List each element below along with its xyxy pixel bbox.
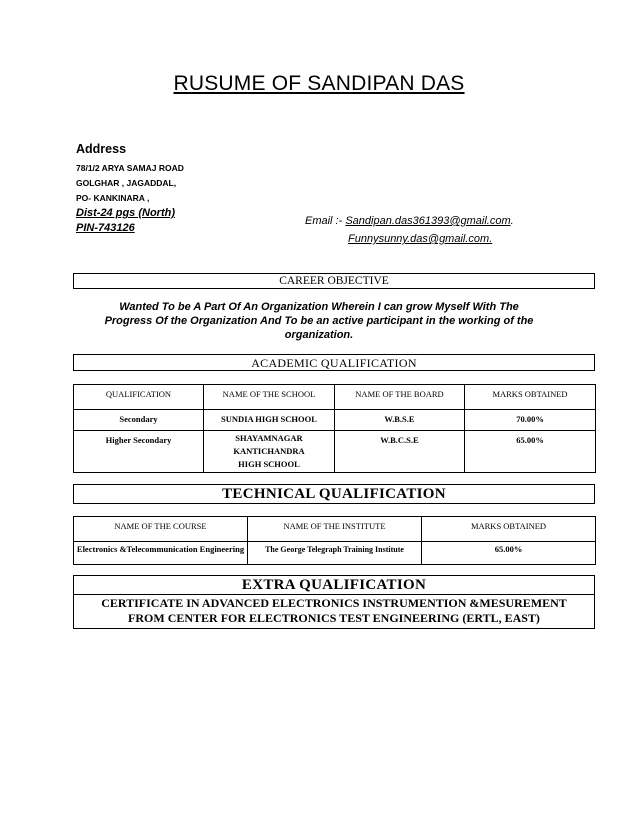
table-header-cell: QUALIFICATION <box>74 385 204 410</box>
table-header-cell: MARKS OBTAINED <box>465 385 596 410</box>
table-row <box>74 542 596 565</box>
career-objective-heading: CAREER OBJECTIVE <box>73 273 595 289</box>
email-label: Email :- <box>305 215 346 227</box>
table-cell: The George Telegraph Training Institute <box>248 542 422 565</box>
table-header-cell: NAME OF THE BOARD <box>335 385 465 410</box>
technical-qualification-heading: TECHNICAL QUALIFICATION <box>73 484 595 504</box>
table-header-row <box>74 385 596 410</box>
address-district: Dist-24 pgs (North) <box>76 207 175 219</box>
email-link-primary[interactable]: Sandipan.das361393@gmail.com <box>345 215 511 227</box>
address-line: PO- KANKINARA , <box>76 193 150 203</box>
table-header-row <box>74 517 596 542</box>
email-row <box>305 215 514 227</box>
table-cell: 65.00% <box>465 431 596 473</box>
table-cell: Secondary <box>74 410 204 431</box>
table-cell: SUNDIA HIGH SCHOOL <box>204 410 335 431</box>
academic-qualification-heading: ACADEMIC QUALIFICATION <box>73 354 595 371</box>
objective-line: Progress Of the Organization And To be an active participant in the working of the <box>104 315 534 327</box>
address-pin: PIN-743126 <box>76 222 135 234</box>
email-link-secondary[interactable]: Funnysunny.das@gmail.com <box>348 233 490 245</box>
extra-line: FROM CENTER FOR ELECTRONICS TEST ENGINEERING (ERTL, EAST) <box>128 611 540 625</box>
extra-qualification-text <box>74 595 594 628</box>
table-cell: Electronics &Telecommunication Engineering <box>74 542 248 565</box>
extra-qualification-heading: EXTRA QUALIFICATION <box>74 576 594 595</box>
table-row <box>74 431 596 473</box>
objective-line: Wanted To be A Part Of An Organization Wherein I can grow Myself With The <box>119 301 519 313</box>
table-cell: Higher Secondary <box>74 431 204 473</box>
address-heading: Address <box>76 142 127 156</box>
table-cell: W.B.C.S.E <box>335 431 465 473</box>
table-row <box>74 410 596 431</box>
academic-table <box>73 384 596 473</box>
address-line: GOLGHAR , JAGADDAL, <box>76 178 177 188</box>
objective-line: organization. <box>284 329 354 341</box>
table-header-cell: MARKS OBTAINED <box>422 517 596 542</box>
table-cell: W.B.S.E <box>335 410 465 431</box>
career-objective-text <box>76 300 562 342</box>
table-header-cell: NAME OF THE SCHOOL <box>204 385 335 410</box>
address-line: 78/1/2 ARYA SAMAJ ROAD <box>76 163 184 173</box>
technical-table <box>73 516 596 565</box>
table-header-cell: NAME OF THE INSTITUTE <box>248 517 422 542</box>
address-block <box>76 142 184 236</box>
table-header-cell: NAME OF THE COURSE <box>74 517 248 542</box>
table-cell: 65.00% <box>422 542 596 565</box>
email-suffix: . <box>510 215 514 227</box>
resume-title: RUSUME OF SANDIPAN DAS <box>173 72 465 95</box>
email-suffix: . <box>489 233 493 245</box>
extra-qualification-box <box>73 575 595 629</box>
table-cell: SHAYAMNAGAR KANTICHANDRA HIGH SCHOOL <box>204 431 335 473</box>
extra-line: CERTIFICATE IN ADVANCED ELECTRONICS INSTRUMENTION &MESUREMENT <box>101 596 567 610</box>
email-secondary-row <box>348 233 492 245</box>
table-cell: 70.00% <box>465 410 596 431</box>
